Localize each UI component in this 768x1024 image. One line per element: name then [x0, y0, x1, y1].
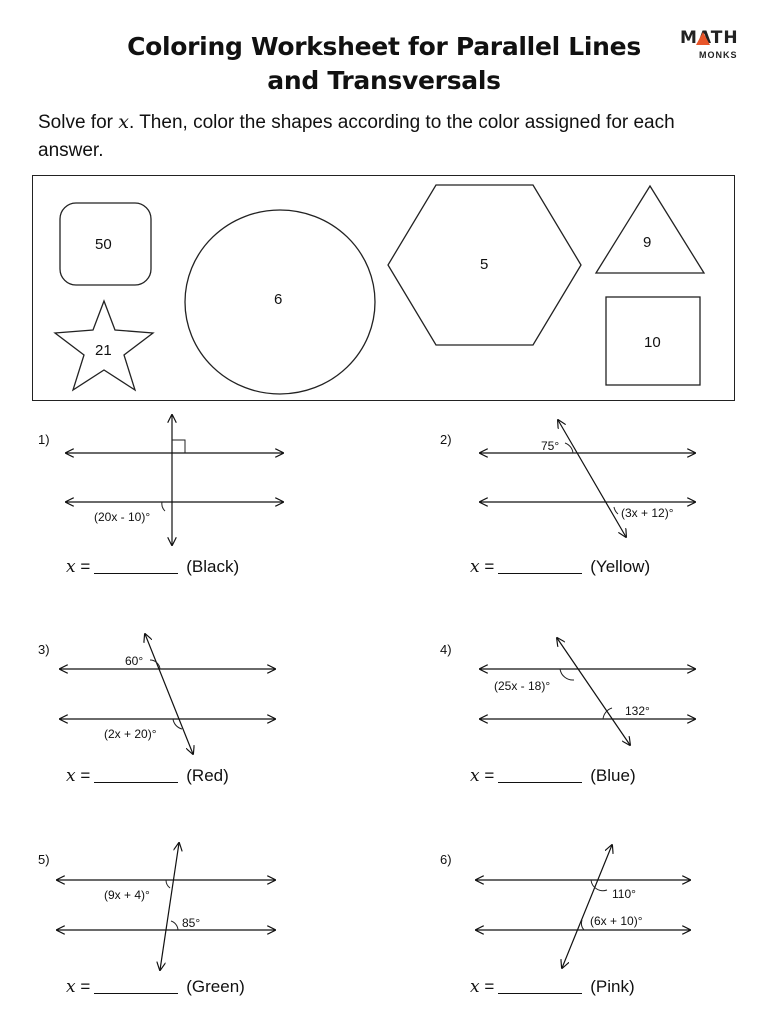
angle-label: 132° [625, 704, 650, 718]
answer-line[interactable]: x = (Pink) [470, 977, 635, 997]
answer-line[interactable]: x = (Yellow) [470, 557, 651, 577]
answer-blank[interactable] [94, 766, 178, 783]
problem-number: 2) [440, 432, 452, 447]
hexagon-number: 5 [480, 256, 489, 273]
angle-label: 110° [612, 887, 636, 901]
problem-number: 4) [440, 642, 452, 657]
angle-label: (25x - 18)° [494, 679, 551, 693]
star-number: 21 [95, 342, 112, 359]
instructions: Solve for x. Then, color the shapes according to the color assigned for each answer. [38, 111, 675, 161]
angle-label: 85° [182, 916, 201, 930]
answer-blank[interactable] [94, 557, 178, 574]
color-label: (Pink) [590, 977, 635, 996]
answer-line[interactable]: x = (Black) [66, 557, 240, 577]
angle-label: (9x + 4)° [104, 888, 150, 902]
problem-number: 6) [440, 852, 452, 867]
problem-number: 3) [38, 642, 50, 657]
color-label: (Blue) [590, 766, 636, 785]
color-label: (Red) [186, 766, 229, 785]
answer-line[interactable]: x = (Red) [66, 766, 229, 786]
page-title-line-2: and Transversals [267, 66, 501, 95]
answer-blank[interactable] [498, 977, 582, 994]
angle-label: (2x + 20)° [104, 727, 157, 741]
angle-label: 75° [541, 439, 560, 453]
answer-blank[interactable] [498, 557, 582, 574]
angle-label: 60° [125, 654, 144, 668]
rounded-square-number: 50 [95, 236, 112, 253]
logo-text: MATH [680, 28, 739, 48]
answer-line[interactable]: x = (Green) [66, 977, 245, 997]
angle-label: (6x + 10)° [590, 914, 643, 928]
answer-blank[interactable] [498, 766, 582, 783]
color-label: (Black) [186, 557, 240, 576]
problem-number: 1) [38, 432, 50, 447]
triangle-number: 9 [643, 234, 652, 251]
logo-subtext: MONKS [699, 50, 738, 60]
circle-number: 6 [274, 291, 283, 308]
page-title-line-1: Coloring Worksheet for Parallel Lines [127, 32, 641, 61]
answer-line[interactable]: x = (Blue) [470, 766, 636, 786]
angle-label: (3x + 12)° [621, 506, 674, 520]
triangle-shape [596, 186, 704, 273]
square-number: 10 [644, 334, 661, 351]
angle-label: (20x - 10)° [94, 510, 151, 524]
answer-blank[interactable] [94, 977, 178, 994]
problem-number: 5) [38, 852, 50, 867]
color-label: (Green) [186, 977, 245, 996]
color-label: (Yellow) [590, 557, 651, 576]
